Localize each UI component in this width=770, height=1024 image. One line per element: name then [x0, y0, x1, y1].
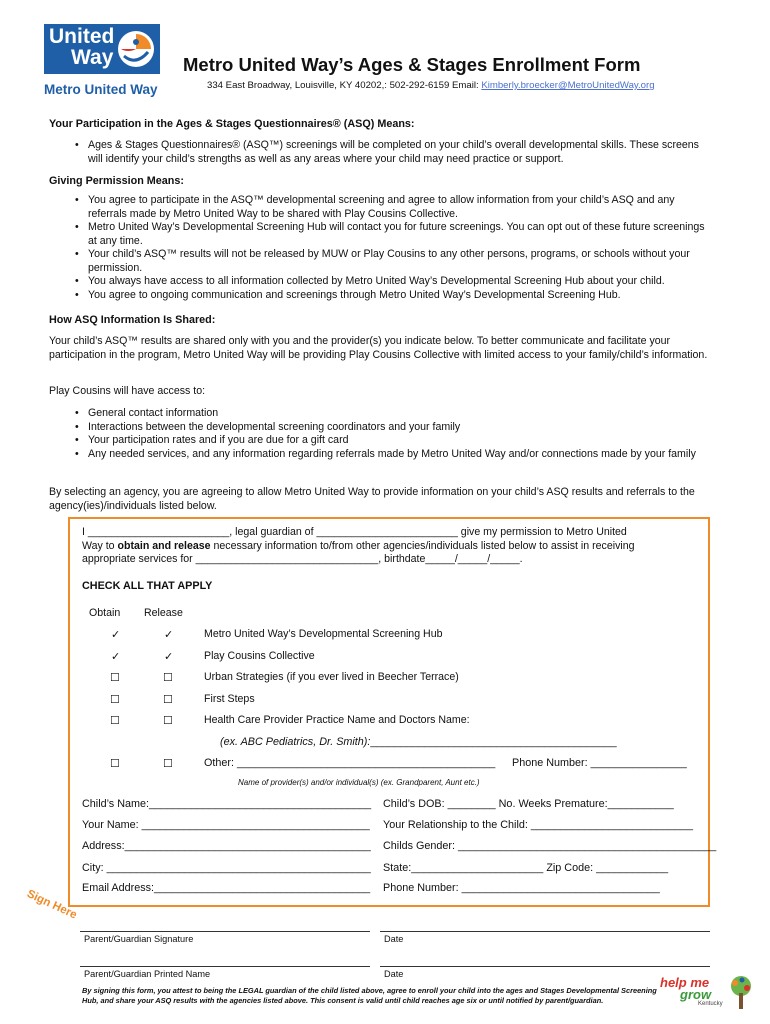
- obtain-checkbox[interactable]: ✓: [111, 629, 121, 641]
- child-dob-field[interactable]: Child’s DOB: ________ No. Weeks Premature:___________: [383, 798, 674, 810]
- agency-label: Urban Strategies (if you ever lived in Beecher Terrace): [204, 671, 459, 683]
- list-item: • Interactions between the developmental screening coordinators and your family: [75, 421, 715, 435]
- date-line[interactable]: [380, 931, 710, 932]
- permission-heading: Giving Permission Means:: [49, 175, 184, 187]
- date-label: Date: [384, 934, 404, 944]
- release-checkbox[interactable]: ☐: [163, 694, 173, 706]
- agency-label: Health Care Provider Practice Name and Doctors Name:: [204, 714, 470, 726]
- signature-line[interactable]: [80, 931, 370, 932]
- logo-subtitle: Metro United Way: [44, 82, 158, 97]
- list-item: • Your child’s ASQ™ results will not be released by MUW or Play Cousins to any other persons, programs, or schools without your permission.: [75, 248, 715, 275]
- obtain-checkbox[interactable]: ☐: [110, 715, 120, 727]
- consent-line2-bold: obtain and release: [117, 539, 211, 552]
- legal-footer: By signing this form, you attest to being the LEGAL guardian of the child listed above, agree to enroll your child into the ages and Stages Developmental Screening Hub, and share your ASQ results with the agencies listed above. This consent is valid until child reaches age six or until notified by parent/guardian.: [82, 986, 657, 1005]
- printed-name-line[interactable]: [80, 966, 370, 967]
- permission-list: [75, 194, 715, 302]
- page-title: Metro United Way’s Ages & Stages Enrollment Form: [183, 54, 641, 75]
- list-item: • General contact information: [75, 407, 715, 421]
- address-field[interactable]: Address:_________________________________________: [82, 840, 371, 852]
- other-field[interactable]: Other: ___________________________________________: [204, 757, 496, 769]
- help-logo-line3: Kentucky: [698, 1001, 723, 1007]
- consent-line2-a: Way to: [82, 539, 118, 552]
- agency-agreement: By selecting an agency, you are agreeing to allow Metro United Way to provide information on your child’s ASQ results and referrals to the agency(ies)/individuals listed below.: [49, 486, 695, 512]
- city-field[interactable]: City: ____________________________________________: [82, 862, 371, 874]
- address-text: 334 East Broadway, Louisville, KY 40202,: 502-292-6159 Email:: [207, 80, 482, 91]
- address-line: [207, 80, 655, 91]
- email-field[interactable]: Email Address:____________________________________: [82, 882, 371, 894]
- date-label: Date: [384, 969, 404, 979]
- agency-label: First Steps: [204, 693, 255, 705]
- participation-heading: Your Participation in the Ages & Stages Questionnaires® (ASQ) Means:: [49, 118, 415, 130]
- printed-name-label: Parent/Guardian Printed Name: [84, 969, 211, 979]
- your-name-field[interactable]: Your Name: ______________________________________: [82, 819, 370, 831]
- release-checkbox[interactable]: ☐: [163, 758, 173, 770]
- provider-note: Name of provider(s) and/or individual(s) (ex. Grandparent, Aunt etc.): [238, 778, 480, 787]
- list-item: • You always have access to all information collected by Metro United Way’s Developmental Screening Hub about your child.: [75, 275, 715, 289]
- relationship-field[interactable]: Your Relationship to the Child: ___________________________: [383, 819, 693, 831]
- agency-label: Metro United Way’s Developmental Screening Hub: [204, 628, 443, 640]
- agency-label: Play Cousins Collective: [204, 650, 315, 662]
- release-column-header: Release: [144, 607, 183, 619]
- health-provider-field[interactable]: [220, 736, 617, 748]
- list-item: • Any needed services, and any information regarding referrals made by Metro United Way and/or connections made by your family: [75, 448, 715, 462]
- sign-here-marker: Sign Here: [24, 888, 79, 922]
- list-item: • You agree to ongoing communication and screenings through Metro United Way’s Developmental Screening Hub.: [75, 289, 715, 303]
- access-list: [75, 407, 715, 461]
- shared-paragraph: Your child’s ASQ™ results are shared only with you and the provider(s) you indicate below. To better communicate and facilitate your participation in the program, Metro United Way will be providing Play Cousins Collective with limited access to your family/child’s information.: [49, 335, 708, 361]
- hand-person-icon: [116, 28, 156, 70]
- consent-statement[interactable]: [82, 526, 702, 567]
- check-all-heading: CHECK ALL THAT APPLY: [82, 580, 213, 592]
- help-logo-line1: help me: [660, 975, 710, 990]
- consent-line3: appropriate services for _______________________________, birthdate_____/_____/_____.: [82, 553, 523, 565]
- phone-number-field[interactable]: Phone Number: _________________________________: [383, 882, 660, 894]
- example-line: _________________________________________: [370, 736, 617, 748]
- help-me-grow-logo: [660, 975, 760, 1015]
- logo-text: [49, 26, 114, 68]
- tree-icon: [726, 975, 756, 1011]
- example-text: (ex. ABC Pediatrics, Dr. Smith):: [220, 736, 371, 748]
- release-checkbox[interactable]: ☐: [163, 715, 173, 727]
- obtain-checkbox[interactable]: ☐: [110, 758, 120, 770]
- gender-field[interactable]: Childs Gender: ___________________________________________: [383, 840, 717, 852]
- participation-list: [75, 139, 715, 166]
- release-checkbox[interactable]: ✓: [164, 651, 174, 663]
- logo-line2: Way: [71, 46, 114, 69]
- email-link[interactable]: Kimberly.broecker@MetroUnitedWay.org: [481, 80, 655, 91]
- date-line[interactable]: [380, 966, 710, 967]
- consent-line2-c: necessary information to/from other agencies/individuals listed below to assist in receiving: [210, 539, 635, 552]
- list-item: • Metro United Way’s Developmental Screening Hub will contact you for future screenings. You can opt out of these future screenings at any time.: [75, 221, 715, 248]
- phone-field[interactable]: Phone Number: ________________: [512, 757, 687, 769]
- release-checkbox[interactable]: ✓: [164, 629, 174, 641]
- logo-line1: United: [49, 25, 115, 48]
- consent-line1: I ________________________, legal guardian of ________________________ give my permission to Metro United: [82, 526, 627, 538]
- united-way-logo: [44, 24, 160, 74]
- access-intro: Play Cousins will have access to:: [49, 385, 206, 397]
- state-zip-field[interactable]: State:______________________ Zip Code: ____________: [383, 862, 669, 874]
- obtain-checkbox[interactable]: ✓: [111, 651, 121, 663]
- child-name-field[interactable]: Child’s Name:_____________________________________: [82, 798, 372, 810]
- list-item: • Your participation rates and if you are due for a gift card: [75, 434, 715, 448]
- signature-label: Parent/Guardian Signature: [84, 934, 194, 944]
- help-logo-line2: grow: [680, 987, 712, 1002]
- list-item: • Ages & Stages Questionnaires® (ASQ™) screenings will be completed on your child’s overall developmental skills. These screens will identify your child’s strengths as well as any areas where your child may need practice or support.: [75, 139, 715, 166]
- consent-line2: [82, 540, 702, 554]
- list-item: • You agree to participate in the ASQ™ developmental screening and agree to allow information from your child’s ASQ and any referrals made by Metro United Way to be shared with Play Cousins Collective.: [75, 194, 715, 221]
- obtain-checkbox[interactable]: ☐: [110, 672, 120, 684]
- release-checkbox[interactable]: ☐: [163, 672, 173, 684]
- obtain-column-header: Obtain: [89, 607, 121, 619]
- shared-heading: How ASQ Information Is Shared:: [49, 314, 216, 326]
- obtain-checkbox[interactable]: ☐: [110, 694, 120, 706]
